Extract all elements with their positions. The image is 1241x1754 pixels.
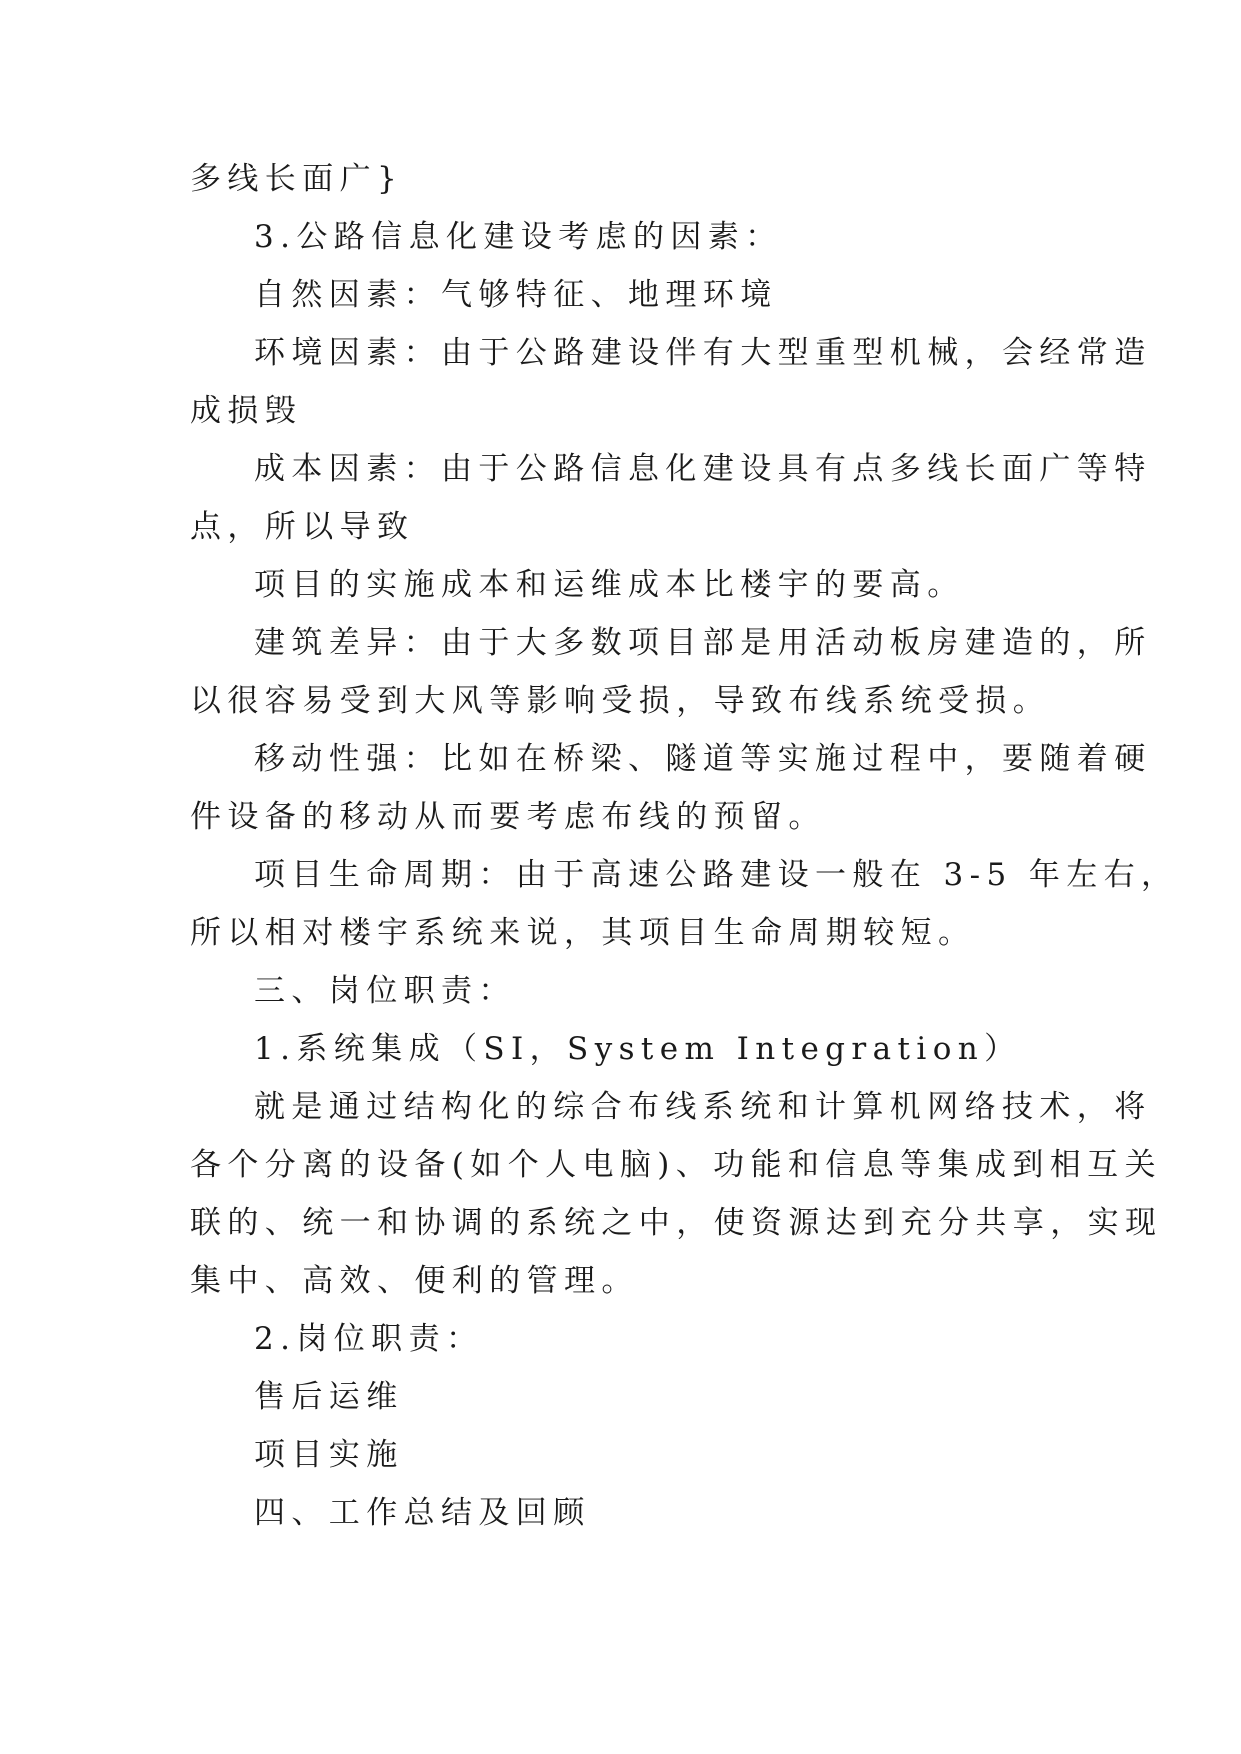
- text-line: 点，所以导致: [190, 509, 415, 545]
- text-line: 件设备的移动从而要考虑布线的预留。: [190, 799, 826, 835]
- text-line: 2.岗位职责：: [254, 1321, 484, 1357]
- text-line: 环境因素：由于公路建设伴有大型重型机械，会经常造: [254, 335, 1152, 371]
- text-line: 所以相对楼宇系统来说，其项目生命周期较短。: [190, 915, 976, 951]
- text-line: 售后运维: [254, 1379, 404, 1415]
- document-body: [190, 150, 1179, 1542]
- text-line: 1.系统集成（SI，System Integration）: [254, 1031, 1022, 1067]
- text-line: 三、岗位职责：: [254, 973, 516, 1009]
- text-line: 项目的实施成本和运维成本比楼宇的要高。: [254, 567, 965, 603]
- text-line: 项目实施: [254, 1437, 404, 1473]
- text-line: 以很容易受到大风等影响受损，导致布线系统受损。: [190, 683, 1051, 719]
- text-line: 移动性强：比如在桥梁、隧道等实施过程中，要随着硬: [254, 741, 1152, 777]
- text-line: 各个分离的设备(如个人电脑)、功能和信息等集成到相互关: [190, 1147, 1162, 1183]
- text-line: 成本因素：由于公路信息化建设具有点多线长面广等特: [254, 451, 1152, 487]
- text-line: 自然因素：气够特征、地理环境: [254, 277, 778, 313]
- text-line: 多线长面广}: [190, 161, 404, 197]
- text-line: 就是通过结构化的综合布线系统和计算机网络技术，将: [254, 1089, 1152, 1125]
- text-line: 建筑差异：由于大多数项目部是用活动板房建造的，所: [254, 625, 1152, 661]
- text-line: 成损毁: [190, 393, 303, 429]
- text-line: 3.公路信息化建设考虑的因素：: [254, 219, 783, 255]
- text-line: 集中、高效、便利的管理。: [190, 1263, 639, 1299]
- text-line: 项目生命周期：由于高速公路建设一般在 3-5 年左右，: [254, 857, 1179, 893]
- text-line: 四、工作总结及回顾: [254, 1495, 591, 1531]
- text-line: 联的、统一和协调的系统之中，使资源达到充分共享，实现: [190, 1205, 1163, 1241]
